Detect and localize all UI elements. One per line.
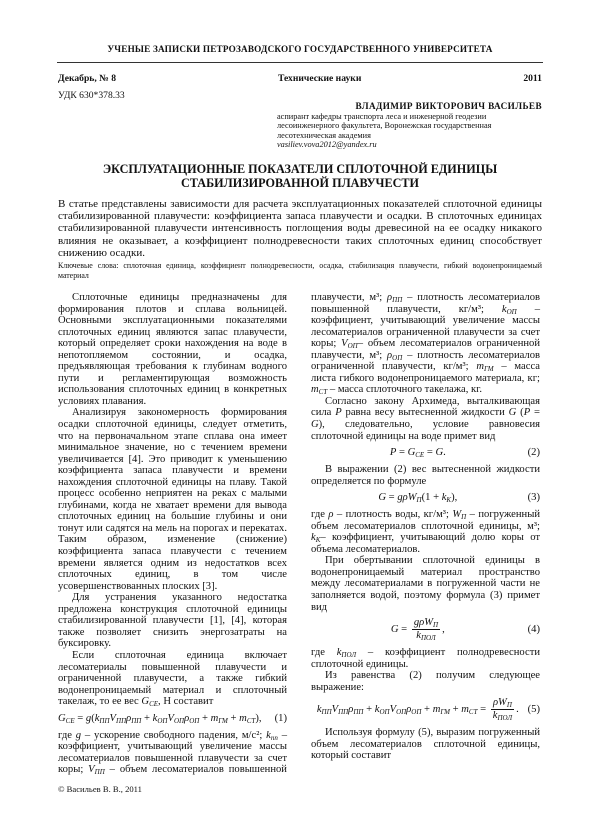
math-variable: $\rho_{ПП}$ bbox=[126, 712, 142, 725]
math-variable: P bbox=[389, 447, 397, 459]
math-variable: $k_{ПОЛ}$ bbox=[416, 630, 436, 643]
math-subscript: П bbox=[433, 621, 439, 630]
author-name: ВЛАДИМИР ВИКТОРОВИЧ ВАСИЛЬЕВ bbox=[355, 101, 542, 111]
header-divider bbox=[57, 62, 543, 63]
paragraph bbox=[58, 730, 287, 776]
equation-body bbox=[58, 712, 272, 725]
math-variable: $V_{ОП}$ bbox=[341, 338, 358, 351]
math-subscript: ОП bbox=[379, 708, 390, 717]
math-variable: $m_{СТ}$ bbox=[461, 704, 478, 717]
issue: Декабрь, № 8 bbox=[58, 73, 116, 84]
copyright: © Васильев В. В., 2011 bbox=[58, 783, 142, 794]
text-run: + bbox=[449, 704, 462, 716]
text-run: . bbox=[443, 447, 446, 459]
text-run: Анализируя закономерность формирования осадки сплоточной единицы, следует отметить, что на первоначальном этапе сплава она имеет минимальное значение, но с течением времени увеличивается [4]. Это приводит к уменьшению коэффициента запаса плавучести и времени нахождения сплоточной единицы на плаву. Такой процесс особенно неприятен на реках с малыми глубинами, когда не хватает времени для вывода сплоточных единиц на большие глубины и они тонут или садятся на мель на порогах и перекатах. Таким образом, изменение (снижение) коэффициента запаса плавучести с течением времени является одним из недостатков всех сплоточных единиц, в том числе усовершенствованных плоских [3]. bbox=[58, 407, 287, 592]
math-subscript: ПОЛ bbox=[497, 714, 513, 723]
equation bbox=[311, 446, 540, 459]
math-variable: g bbox=[85, 712, 92, 724]
udk-code: УДК 630*378.33 bbox=[58, 90, 125, 101]
text-run: – плотность лесоматериалов ограниченной плавучести, кг/м³; bbox=[311, 349, 540, 373]
math-subscript: СТ bbox=[246, 716, 256, 725]
math-subscript: ПП bbox=[99, 716, 110, 725]
math-variable: P bbox=[335, 407, 342, 419]
math-variable: G bbox=[311, 419, 319, 431]
equation-body bbox=[311, 446, 525, 459]
math-subscript: ПП bbox=[116, 716, 127, 725]
paragraph bbox=[311, 292, 540, 396]
text-run: В выражении (2) вес вытесненной жидкости определяется по формуле bbox=[311, 464, 540, 487]
text-run: – плотность лесоматериалов повышенной плавучести, кг/м³; bbox=[311, 292, 540, 315]
title-line: ЭКСПЛУАТАЦИОННЫЕ ПОКАЗАТЕЛИ СПЛОТОЧНОЙ ЕДИНИЦЫ bbox=[102, 162, 498, 176]
math-subscript: П bbox=[506, 701, 512, 710]
text-run: Если сплоточная единица включает лесоматериалы повышенной плавучести и ограниченной плавучести, а также гибкий водонепроницаемый материал и сплоточный такелаж, то ее вес bbox=[58, 649, 287, 708]
math-subscript: К bbox=[315, 536, 321, 545]
text-run: – объем лесоматериалов повышенной bbox=[104, 764, 287, 776]
text-run: (1 + bbox=[421, 492, 442, 504]
math-subscript: ОП bbox=[173, 716, 185, 725]
equation bbox=[311, 697, 540, 722]
text-run: – погруженный объем лесоматериалов сплоточной единицы, м³; bbox=[311, 509, 540, 532]
math-variable: $m_{ГМ}$ bbox=[432, 704, 450, 717]
text-run: При обертывании сплоточной единицы в водонепроницаемый материал пространство между лесоматериалами в погруженной части не заполняется водой, поэтому формула (3) примет вид bbox=[311, 555, 540, 613]
math-variable: $\rho_{ОП}$ bbox=[387, 349, 403, 362]
math-subscript: ОП bbox=[392, 353, 403, 362]
text-run: , Н составит bbox=[158, 696, 214, 708]
keywords: Ключевые слова: сплоточная единица, коэффициент полнодревесности, осадка, стабилизация плавучести, гибкий водонепроницаемый материал bbox=[58, 261, 542, 280]
equation-body bbox=[311, 491, 525, 504]
paragraph bbox=[58, 650, 287, 708]
text-run: – объем лесоматериалов ограниченной плавучести, м³; bbox=[311, 338, 540, 361]
math-variable: $\rho W_П$ bbox=[492, 697, 512, 710]
text-run: = bbox=[424, 447, 436, 459]
text-run: , bbox=[442, 624, 445, 636]
text-run: Согласно закону Архимеда, выталкивающая сила bbox=[311, 395, 540, 419]
math-subscript: ПОЛ bbox=[420, 634, 436, 643]
math-variable: $k_{пп}$ bbox=[266, 729, 278, 742]
right-column bbox=[311, 292, 540, 762]
math-subscript: СТ bbox=[468, 708, 478, 717]
text-run: + bbox=[421, 704, 433, 716]
math-variable: $\rho_{ОП}$ bbox=[184, 712, 200, 725]
text-run: ( bbox=[516, 407, 524, 419]
math-subscript: ПОЛ bbox=[341, 651, 357, 660]
article-title bbox=[0, 162, 600, 190]
section: Технические науки bbox=[277, 73, 362, 84]
math-variable: $k_{ПОЛ}$ bbox=[492, 710, 513, 723]
math-variable: G bbox=[378, 492, 387, 504]
math-subscript: CE bbox=[149, 700, 159, 709]
fraction-denominator bbox=[412, 630, 440, 642]
paragraph bbox=[58, 592, 287, 650]
math-variable: $V_{ПП}$ bbox=[88, 764, 105, 777]
author-email[interactable]: vasiliev.vova2012@yandex.ru bbox=[277, 140, 377, 150]
equation-number: (2) bbox=[527, 447, 540, 459]
math-variable: $V_{ОП}$ bbox=[167, 712, 185, 725]
equation-body bbox=[311, 697, 525, 722]
abstract: В статье представлены зависимости для расчета эксплуатационных показателей сплоточной единицы стабилизированной плавучести: коэффициента запаса плавучести и осадки. В сплоточных единицах стабилизированной плавучести интенсивность поглощения воды древесиной на ее осадку никакого влияния не оказывает, а коэффициент полнодревесности таких сплоточных единиц способствует снижению осадки. bbox=[58, 198, 542, 259]
text-run: = bbox=[477, 704, 489, 716]
math-subscript: СТ bbox=[318, 388, 328, 397]
fraction-numerator bbox=[412, 617, 440, 630]
math-subscript: ОП bbox=[157, 716, 168, 725]
year: 2011 bbox=[523, 73, 542, 84]
math-subscript: ПП bbox=[94, 768, 105, 777]
text-run: – коэффициент полнодревесности сплоточной единицы. bbox=[311, 647, 540, 670]
text-run: – коэффициент, учитывающий увеличение массы лесоматериалов повышенной плавучести за счет коры; bbox=[58, 729, 287, 776]
text-run: – плотность воды, кг/м³; bbox=[333, 509, 453, 521]
math-variable: P bbox=[523, 407, 531, 419]
math-subscript: ПП bbox=[338, 708, 349, 717]
paragraph bbox=[311, 555, 540, 613]
math-variable: $m_{ГМ}$ bbox=[210, 712, 228, 725]
author-affiliation bbox=[277, 112, 543, 150]
math-variable: gρW$_П$ bbox=[397, 492, 422, 505]
equation bbox=[58, 712, 287, 725]
math-variable: ρ bbox=[328, 509, 334, 521]
text-run: . bbox=[516, 704, 519, 716]
math-variable: $W_П$ bbox=[452, 509, 467, 522]
paragraph bbox=[58, 292, 287, 407]
equation-body bbox=[311, 617, 525, 642]
math-subscript: CE bbox=[65, 716, 75, 725]
issue-line bbox=[58, 73, 542, 84]
math-subscript: П bbox=[416, 496, 422, 505]
left-column-wrapper bbox=[58, 292, 287, 794]
math-variable: $V_{ПП}$ bbox=[331, 704, 349, 717]
text-run: – масса листа гибкого водонепроницаемого материала, кг; bbox=[311, 361, 540, 384]
math-variable: G bbox=[390, 624, 399, 636]
math-variable: $k_{ПП}$ bbox=[316, 704, 332, 717]
math-subscript: ОП bbox=[506, 307, 517, 316]
text-run: = bbox=[74, 712, 86, 724]
equation bbox=[311, 491, 540, 504]
math-variable: $k_{ПП}$ bbox=[94, 712, 110, 725]
math-variable: G bbox=[508, 407, 517, 419]
math-subscript: ОП bbox=[189, 716, 200, 725]
math-variable: $G_{CE}$ bbox=[407, 447, 425, 460]
text-run: – масса сплоточного такелажа, кг. bbox=[327, 384, 482, 396]
paragraph bbox=[311, 727, 540, 762]
math-variable: $\rho_{ОП}$ bbox=[406, 704, 422, 717]
text-run: – коэффициент, учитывающий увеличение массы лесоматериалов ограниченной плавучести за счет коры; bbox=[311, 303, 540, 350]
math-variable: $\rho_{ПП}$ bbox=[387, 292, 403, 304]
math-subscript: ОП bbox=[411, 708, 422, 717]
math-subscript: ГМ bbox=[484, 365, 494, 374]
paragraph bbox=[311, 647, 540, 670]
paragraph bbox=[311, 396, 540, 442]
text-run: где bbox=[58, 729, 76, 741]
text-run: где bbox=[311, 509, 329, 521]
fraction-numerator bbox=[491, 697, 514, 710]
text-run: Используя формулу (5), выразим погруженный объем лесоматериалов сплоточной единицы, который составит bbox=[311, 727, 540, 762]
math-subscript: пп bbox=[270, 733, 278, 742]
text-run: Для устранения указанного недостатка предложена конструкция сплоточной единицы стабилизированной плавучести [1], [4], которая также позволяет снизить энергозатраты на буксировку. bbox=[58, 592, 287, 650]
fraction-denominator bbox=[491, 710, 514, 722]
text-run: + bbox=[141, 712, 153, 724]
math-variable: $G_{CE}$ bbox=[58, 712, 75, 725]
text-run: ), следовательно, условие равновесия сплоточной единицы на воде примет вид bbox=[311, 419, 540, 442]
math-variable: $k_{ОП}$ bbox=[501, 303, 517, 316]
text-run: – ускорение свободного падения, м/с²; bbox=[81, 729, 267, 741]
math-variable: gρW$_П$ bbox=[413, 617, 439, 630]
text-run: = bbox=[396, 447, 408, 459]
text-run: = bbox=[530, 407, 540, 419]
math-variable: $k_{ОП}$ bbox=[374, 704, 390, 717]
math-variable: $V_{ПП}$ bbox=[109, 712, 127, 725]
text-run: – коэффициент, учитывающий долю коры от объема лесоматериалов. bbox=[311, 532, 540, 555]
journal-title: УЧЕНЫЕ ЗАПИСКИ ПЕТРОЗАВОДСКОГО ГОСУДАРСТВЕННОГО УНИВЕРСИТЕТА bbox=[107, 44, 493, 54]
text-run: равна весу вытесненной жидкости bbox=[341, 407, 509, 419]
math-subscript: К bbox=[446, 496, 452, 505]
math-subscript: CE bbox=[415, 451, 425, 460]
math-variable: $m_{СТ}$ bbox=[311, 384, 328, 397]
text-run: где bbox=[311, 647, 337, 659]
equation-number: (4) bbox=[527, 624, 540, 636]
text-run: Сплоточные единицы предназначены для формирования плотов и сплава вольницей. Основными эксплуатационными показателями сплоточных единиц являются запас плавучести, который определяет сроки нахождения на воде в непотопляемом состоянии, и осадка, предъявляющая требования к глубинам водного пути и регламентирующая возможность использования сплоточных единиц в конкретных условиях плавания. bbox=[58, 292, 287, 407]
math-subscript: ПП bbox=[353, 708, 364, 717]
text-run: = bbox=[386, 492, 398, 504]
paragraph bbox=[311, 509, 540, 555]
equation-number: (1) bbox=[274, 712, 287, 724]
text-run: плавучести, м³; bbox=[311, 292, 388, 303]
math-variable: $m_{СТ}$ bbox=[239, 712, 256, 725]
math-subscript: П bbox=[461, 513, 467, 522]
paragraph bbox=[311, 670, 540, 693]
text-run: + bbox=[363, 704, 375, 716]
equation-number: (5) bbox=[527, 704, 540, 716]
affiliation-text: аспирант кафедры транспорта леса и инженерной геодезии лесоинженерного факультета, Воронежская государственная лесотехническая академия bbox=[277, 112, 492, 140]
title-line: СТАБИЛИЗИРОВАННОЙ ПЛАВУЧЕСТИ bbox=[180, 176, 420, 190]
text-run: ), bbox=[255, 712, 262, 724]
text-run: Из равенства (2) получим следующее выражение: bbox=[311, 670, 540, 693]
math-subscript: ОП bbox=[347, 342, 358, 351]
math-subscript: ГМ bbox=[218, 716, 228, 725]
fraction bbox=[491, 697, 514, 722]
math-subscript: ПП bbox=[392, 296, 403, 304]
math-variable: $m_{ГМ}$ bbox=[476, 361, 494, 374]
math-variable: $V_{ОП}$ bbox=[389, 704, 407, 717]
text-run: + bbox=[199, 712, 211, 724]
text-run: ( bbox=[91, 712, 95, 724]
equation-number: (3) bbox=[527, 492, 540, 504]
math-variable: $G_{CE}$ bbox=[141, 696, 159, 709]
math-variable: $k_К$ bbox=[311, 532, 321, 545]
math-variable: g bbox=[75, 729, 82, 741]
math-subscript: ОП bbox=[396, 708, 407, 717]
math-variable: $k_К$ bbox=[441, 492, 452, 505]
paragraph bbox=[311, 464, 540, 487]
left-column bbox=[58, 292, 287, 776]
math-variable: G bbox=[435, 447, 444, 459]
fraction bbox=[412, 617, 440, 642]
math-subscript: ГМ bbox=[440, 708, 450, 717]
paragraph bbox=[58, 407, 287, 592]
text-run: + bbox=[227, 712, 240, 724]
math-subscript: ПП bbox=[131, 716, 142, 725]
math-variable: $k_{ОП}$ bbox=[152, 712, 168, 725]
math-variable: $\rho_{ПП}$ bbox=[348, 704, 364, 717]
text-run: = bbox=[398, 624, 410, 636]
math-variable: $k_{ПОЛ}$ bbox=[336, 647, 357, 660]
equation bbox=[311, 617, 540, 642]
math-subscript: ПП bbox=[321, 708, 332, 717]
text-run: ), bbox=[451, 492, 458, 504]
